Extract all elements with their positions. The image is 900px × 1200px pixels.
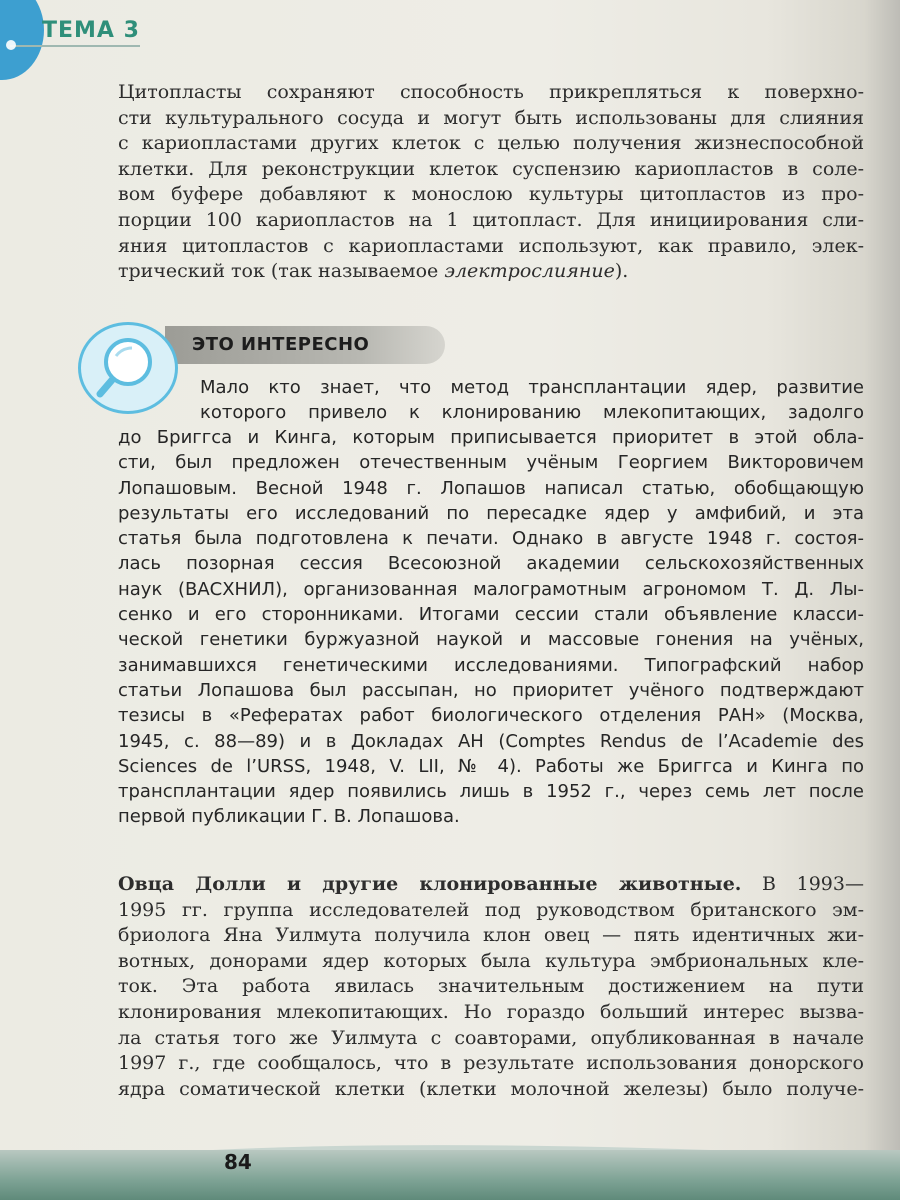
topic-label: ТЕМА 3 [42, 18, 140, 43]
paragraph-line: клонирования млекопитающих. Но гораздо больший интерес вызва- [118, 1000, 864, 1023]
interest-line: Sciences de l’URSS, 1948, V. LII, № 4). Работы же Бриггса и Кинга по [118, 755, 864, 777]
text-run: ). [614, 260, 629, 283]
paragraph-line: яния цитопластов с кариопластами используют, как правило, элек- [118, 234, 864, 257]
magnifier-glass-svg [78, 322, 190, 418]
paragraph-line: ток. Эта работа явилась значительным достижением на пути [118, 975, 864, 998]
interest-line: статьи Лопашова был рассыпан, но приоритет учёного подтверждают [118, 679, 864, 701]
paragraph-dolly [118, 872, 864, 1102]
paragraph-line: ядра соматической клетки (клетки молочной железы) было получе- [118, 1077, 864, 1100]
interest-line: результаты его исследований по пересадке ядер у амфибий, и эта [118, 502, 864, 524]
interest-line: Лопашовым. Весной 1948 г. Лопашов написал статью, обобщающую [118, 477, 864, 499]
paragraph-line: Цитопласты сохраняют способность прикрепляться к поверхно- [118, 81, 864, 103]
text-run: В 1993— [741, 873, 864, 895]
magnifier-icon [78, 322, 190, 418]
interest-line: лась позорная сессия Всесоюзной академии сельскохозяйственных [118, 553, 864, 575]
paragraph-cytoplasts [118, 80, 864, 285]
interest-indented-text [200, 375, 864, 426]
interest-line: до Бриггса и Кинга, которым приписывается приоритет в этой обла- [118, 427, 864, 448]
paragraph-first-line [118, 872, 864, 898]
interest-line: тезисы в «Рефератах работ биологического отделения РАН» (Москва, [118, 705, 864, 727]
paragraph-line: вом буфере добавляют к монослою культуры цитопластов из про- [118, 183, 864, 206]
interest-line: Мало кто знает, что метод трансплантации ядер, развитие [200, 377, 864, 398]
topic-dot-icon [6, 40, 16, 50]
interest-line: наук (ВАСХНИЛ), организованная малограмотным агрономом Т. Д. Лы- [118, 578, 864, 600]
interest-title: ЭТО ИНТЕРЕСНО [192, 334, 370, 355]
page-number: 84 [224, 1150, 252, 1174]
interest-line: сти, был предложен отечественным учёным Георгием Викторовичем [118, 452, 864, 474]
interest-line: которого привело к клонированию млекопитающих, задолго [200, 402, 864, 424]
paragraph-line: ла статья того же Уилмута с соавторами, опубликованная в начале [118, 1026, 864, 1049]
section-lead-title: Овца Долли и другие клонированные животные. [118, 873, 742, 895]
paragraph-line: порции 100 кариопластов на 1 цитопласт. Для инициирования сли- [118, 208, 864, 231]
interest-line: первой публикации Г. В. Лопашова. [118, 806, 460, 828]
interest-line: занимавшихся генетическими исследованиями. Типографский набор [118, 654, 864, 676]
interest-line: трансплантации ядер появились лишь в 1952 г., через семь лет после [118, 781, 864, 803]
interest-line: 1945, с. 88—89) и в Докладах АН (Comptes Rendus de l’Academie des [118, 730, 864, 752]
interest-line: сенко и его сторонниками. Итогами сессии стали объявление класси- [118, 604, 864, 626]
text-run: трический ток (так называемое [118, 260, 445, 283]
paragraph-line: вотных, донорами ядер которых была культура эмбриональных кле- [118, 949, 864, 972]
paragraph-last-line [118, 259, 864, 285]
paragraph-line: 1995 гг. группа исследователей под руководством британского эм- [118, 898, 864, 921]
paragraph-line: сти культурального сосуда и могут быть использованы для слияния [118, 106, 864, 129]
interest-line: статья была подготовлена к печати. Однако в августе 1948 г. состоя- [118, 528, 864, 550]
paragraph-line: с кариопластами других клеток с целью получения жизнеспособной [118, 132, 864, 155]
paragraph-line: клетки. Для реконструкции клеток суспензию кариопластов в соле- [118, 157, 864, 180]
paragraph-line: 1997 г., где сообщалось, что в результате использования донорского [118, 1052, 864, 1075]
interest-text [118, 425, 864, 830]
interest-line: ческой генетики буржуазной наукой и массовые гонения на учёных, [118, 629, 864, 651]
topic-corner-circle [0, 0, 44, 80]
paragraph-line: бриолога Яна Уилмута получила клон овец — пять идентичных жи- [118, 924, 864, 947]
page-footer [0, 1150, 900, 1200]
italic-term: электрослияние [444, 260, 615, 283]
topic-underline [10, 45, 140, 47]
